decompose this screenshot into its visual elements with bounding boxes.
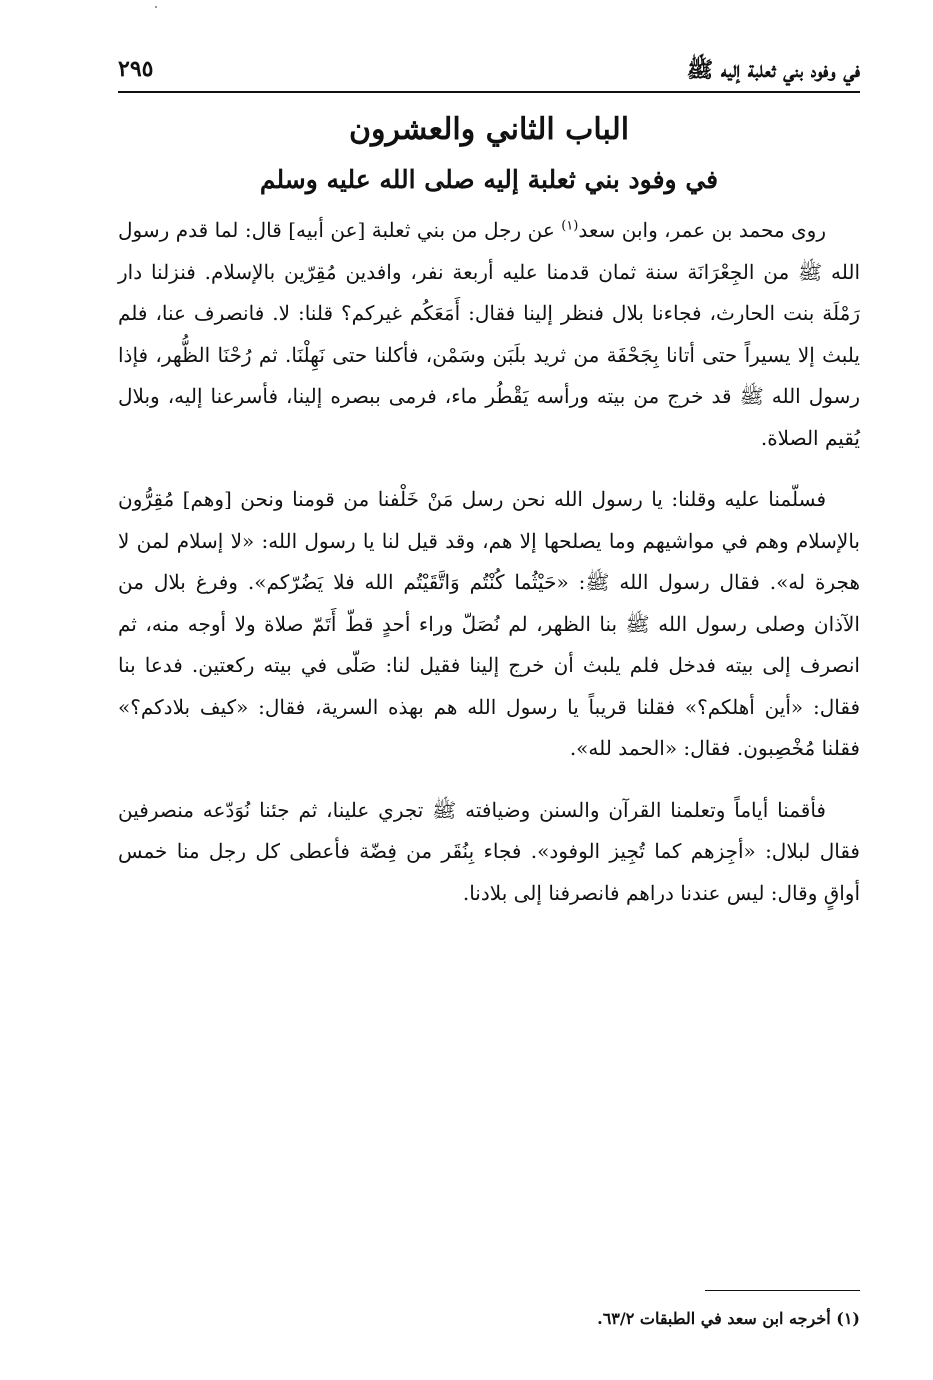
running-title: في وفود بني ثعلبة إليه ﷺ [686,57,860,83]
body-text [118,210,860,934]
paragraph-1-rest: عن رجل من بني ثعلبة [عن أبيه] قال: لما قدم رسول الله ﷺ من الجِعْرَانَة سنة ثمان قدمنا عليه أربعة نفر، وافدين مُقِرّين بالإسلام. فنزلنا دار رَمْلَة بنت الحارث، فجاءنا بلال فنظر إلينا فقال: أَمَعَكُم غيركم؟ قلنا: لا. فانصرف عنا، فلم يلبث إلا يسيراً حتى أتانا بِجَحْفَة من ثريد بلَبَن وسَمْن، فأكلنا حتى نَهِلْنَا. ثم رُحْنَا الظُّهر، فإذا رسول الله ﷺ قد خرج من بيته ورأسه يَقْطُر ماء، فرمى ببصره إلينا، فأسرعنا إليه، وبلال يُقيم الصلاة. [118,218,861,450]
footnote-marker: (١) [561,218,579,234]
page-number: ٢٩٥ [118,56,154,82]
header-rule [118,91,860,93]
scan-speck [155,6,157,8]
chapter-title: الباب الثاني والعشرون [348,112,630,147]
paragraph-1 [118,210,860,459]
paragraph-2: فسلّمنا عليه وقلنا: يا رسول الله نحن رسل مَنْ خَلْفنا من قومنا ونحن [وهم] مُقِرُّون بالإسلام وهم في مواشيهم وما يصلحها إلا هم، وقد قيل لنا يا رسول الله: «لا إسلام لمن لا هجرة له». فقال رسول الله ﷺ: «حَيْثُما كُنْتُم وَاتَّقَيْتُم الله فلا يَضُرّكم». وفرغ بلال من الآذان وصلى رسول الله ﷺ بنا الظهر، لم نُصَلّ وراء أحدٍ قطّ أَتَمّ صلاة ولا أوجه منه، ثم انصرف إلى بيته فدخل فلم يلبث أن خرج إلينا فقيل لنا: صَلّى في بيته ركعتين. فدعا بنا فقال: «أين أهلكم؟» فقلنا قريباً يا رسول الله هم بهذه السرية، فقال: «كيف بلادكم؟» فقلنا مُخْصِبون. فقال: «الحمد لله». [118,487,860,760]
paragraph-1-opening: روى محمد بن عمر، وابن سعد [578,218,826,242]
footnote: (١) أخرجه ابن سعد في الطبقات ٦٣/٢. [597,1309,860,1328]
footnote-rule [705,1290,860,1291]
paragraph-3: فأقمنا أياماً وتعلمنا القرآن والسنن وضيافته ﷺ تجري علينا، ثم جئنا نُوَدّعه منصرفين فقال لبلال: «أجِزهم كما تُجِيز الوفود». فجاء بِنُقَر من فِضّة فأعطى كل رجل منا خمس أواقٍ وقال: ليس عندنا دراهم فانصرفنا إلى بلادنا. [118,797,860,905]
running-header [118,52,860,92]
chapter-subtitle: في وفود بني ثعلبة إليه صلى الله عليه وسلم [259,165,719,194]
